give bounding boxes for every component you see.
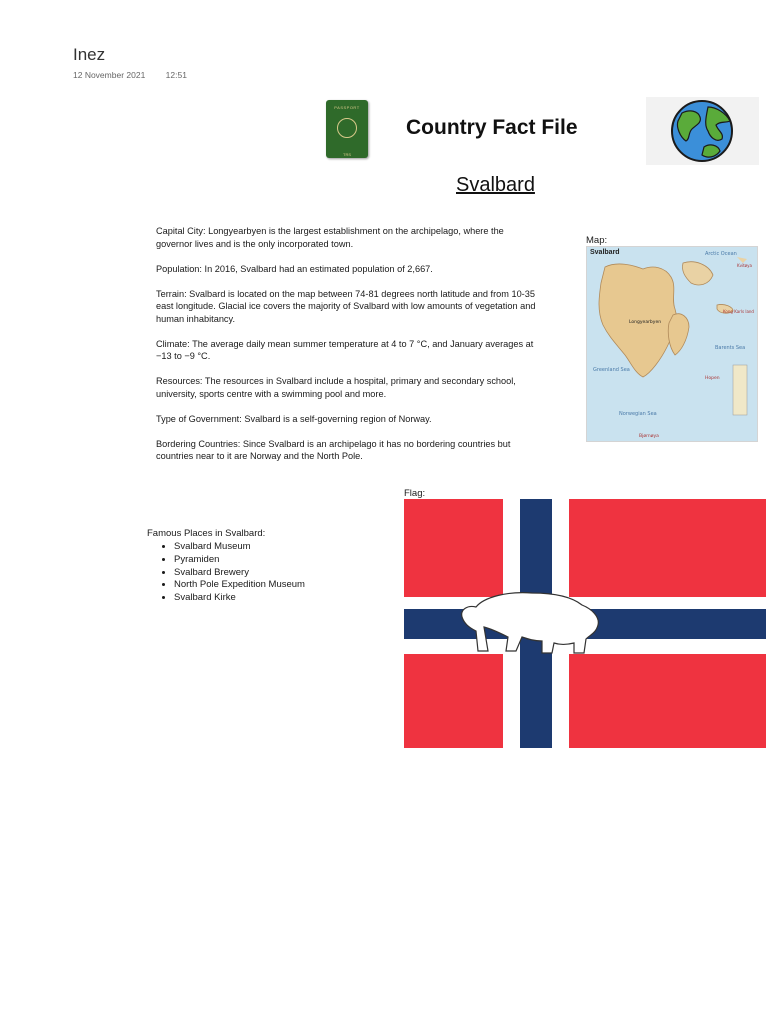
svalbard-flag-image	[404, 499, 766, 748]
note-time: 12:51	[165, 70, 187, 80]
fact-capital: Capital City: Longyearbyen is the largest establishment on the archipelago, where the governor lives and is the only incorporated town.	[156, 226, 504, 249]
famous-places-title: Famous Places in Svalbard:	[147, 528, 266, 539]
map-label: Map:	[586, 235, 608, 246]
list-item: • Pyramiden	[174, 554, 305, 567]
author-name: Inez	[73, 45, 106, 64]
fact-population: Population: In 2016, Svalbard had an estimated population of 2,667.	[156, 263, 433, 274]
map-label-bjornoya: Bjørnøya	[639, 434, 659, 439]
map-label-longyearbyen: Longyearbyen	[629, 320, 662, 325]
flag-label: Flag:	[404, 488, 426, 499]
svalbard-map-image	[586, 246, 758, 442]
globe-image	[646, 97, 759, 165]
list-item: • Svalbard Kirke	[174, 592, 305, 605]
map-label-greenland-sea: Greenland Sea	[593, 367, 630, 373]
list-item: • Svalbard Brewery	[174, 567, 305, 580]
map-label-norwegian-sea: Norwegian Sea	[619, 411, 657, 417]
map-label-kong-karls-land: Kong Karls land	[723, 309, 754, 314]
list-item: • Svalbard Museum	[174, 541, 305, 554]
famous-places-list	[156, 541, 305, 605]
passport-globe-emblem	[337, 118, 357, 138]
passport-icon	[326, 100, 368, 158]
fact-resources: Resources: The resources in Svalbard include a hospital, primary and secondary school, university, sports centre with a swimming pool and more.	[156, 376, 516, 399]
fact-bordering: Bordering Countries: Since Svalbard is an archipelago it has no bordering countries but countries near to it are Norway and the North Pole.	[156, 438, 511, 461]
map-label-arctic-ocean: Arctic Ocean	[705, 251, 737, 257]
fact-climate: Climate: The average daily mean summer temperature at 4 to 7 °C, and January averages at −13 to −9 °C.	[156, 338, 534, 361]
map-label-hopen: Hopen	[705, 376, 720, 381]
fact-government: Type of Government: Svalbard is a self-governing region of Norway.	[156, 413, 432, 424]
map-label-barents-sea: Barents Sea	[715, 345, 746, 351]
map-graphic	[587, 247, 757, 441]
note-date: 12 November 2021	[73, 70, 146, 80]
country-name: Svalbard	[456, 174, 535, 196]
passport-bottom-text: TRS	[343, 152, 351, 157]
facts-section	[156, 225, 536, 475]
list-item: • North Pole Expedition Museum	[174, 579, 305, 592]
map-label-kvitoya: Kvitøya	[737, 263, 752, 268]
passport-top-text: PASSPORT	[334, 105, 360, 110]
note-timestamp	[73, 70, 205, 80]
polar-bear-icon	[454, 587, 604, 657]
map-title: Svalbard	[590, 249, 620, 256]
fact-terrain: Terrain: Svalbard is located on the map between 74-81 degrees north latitude and from 10-35 east longitude. Glacial ice covers the majority of Svalbard with low amounts of vegetation and human inhabitancy.	[156, 288, 536, 324]
globe-icon	[646, 97, 759, 165]
page-title: Country Fact File	[406, 116, 578, 139]
